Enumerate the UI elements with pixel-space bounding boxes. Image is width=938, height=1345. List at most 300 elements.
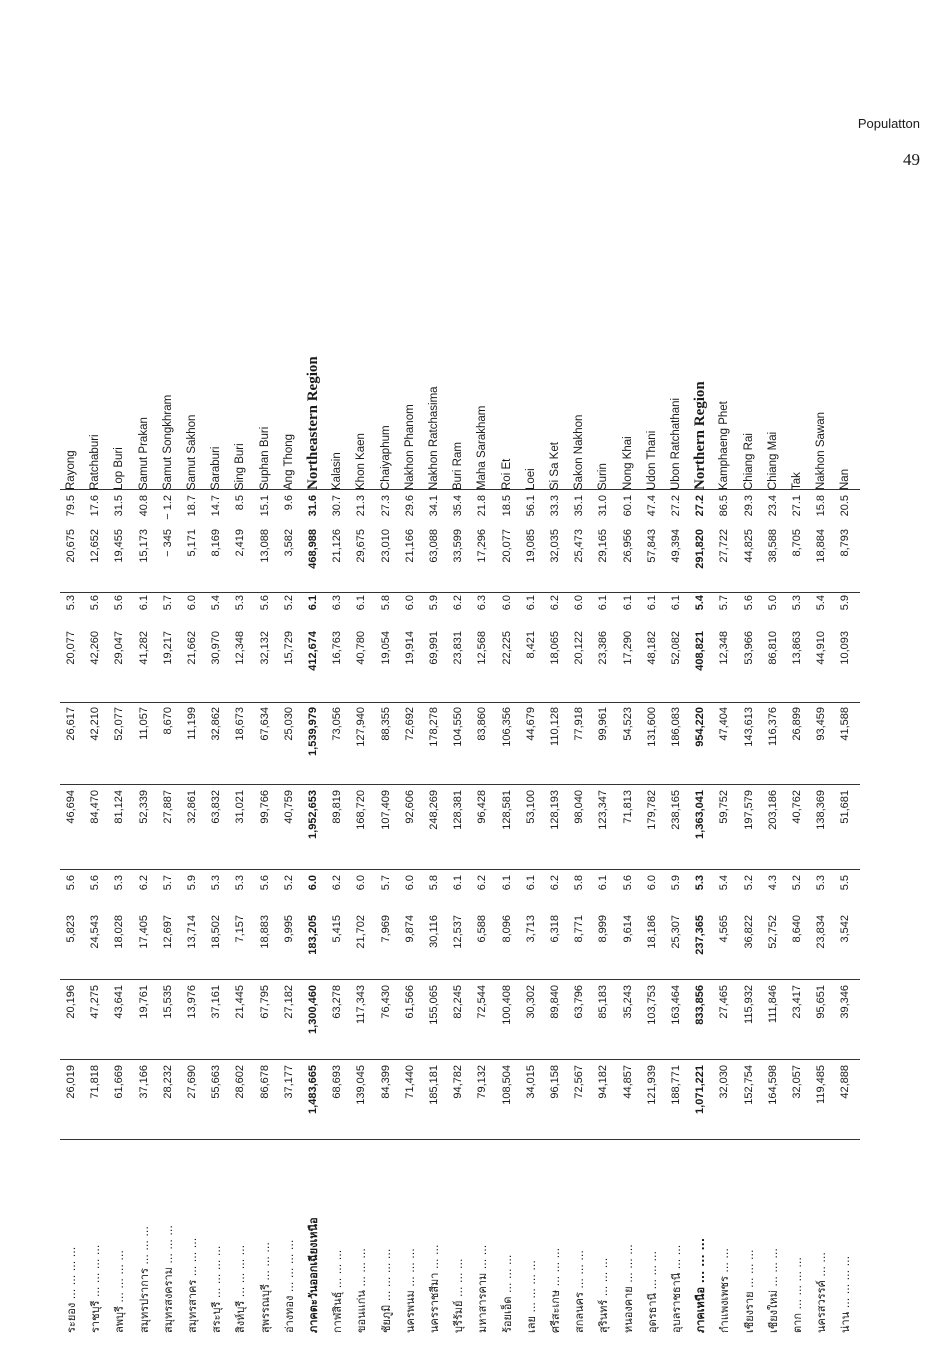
value-cell: 9.6: [282, 495, 295, 511]
value-cell: 32,861: [186, 790, 198, 824]
value-cell: 1,952,653: [307, 790, 319, 839]
value-cell: 32,035: [549, 529, 561, 563]
region-row: [691, 195, 710, 1345]
value-cell: 8,705: [791, 529, 803, 557]
value-cell: 108,504: [500, 1065, 513, 1105]
value-cell: 21,662: [186, 631, 198, 665]
english-name-cell: Khon Kaen: [355, 433, 368, 490]
value-cell: 19,914: [403, 631, 416, 665]
value-cell: 28,232: [161, 1065, 174, 1099]
value-cell: 32,057: [791, 1065, 803, 1099]
value-cell: 238,165: [670, 790, 682, 830]
value-cell: 84,399: [379, 1065, 392, 1099]
value-cell: 29.6: [403, 495, 416, 517]
value-cell: 6.0: [355, 875, 368, 891]
value-cell: 18.5: [500, 495, 513, 517]
thai-name-cell: ศรีสะเกษ ... ... ...: [549, 1247, 562, 1333]
value-cell: 18,883: [258, 915, 271, 949]
thai-name-cell: สุพรรณบุรี ... ... ...: [258, 1242, 272, 1333]
value-cell: 42,888: [839, 1065, 852, 1099]
value-cell: 6.1: [137, 595, 150, 611]
value-cell: 833,856: [694, 985, 707, 1025]
value-cell: 21.3: [355, 495, 368, 517]
value-cell: 43,641: [113, 985, 126, 1019]
value-cell: 24,543: [89, 915, 102, 949]
thai-name-cell: สมุทรปราการ ... ... ...: [137, 1226, 151, 1333]
thai-name-cell: ภาคเหนือ ... ... ...: [694, 1237, 708, 1333]
value-cell: 83,860: [476, 707, 489, 741]
table-row: [401, 195, 420, 1345]
value-cell: 117,343: [355, 985, 368, 1024]
value-cell: 18,065: [549, 631, 561, 665]
value-cell: 20,675: [65, 529, 77, 563]
value-cell: 76,430: [379, 985, 392, 1019]
value-cell: 27,887: [161, 790, 174, 824]
value-cell: 5.6: [89, 595, 102, 611]
value-cell: 6.2: [476, 875, 489, 891]
value-cell: 67,795: [258, 985, 271, 1019]
value-cell: 57,843: [645, 529, 658, 563]
english-name-cell: Loei: [524, 468, 537, 490]
value-cell: 163,464: [670, 985, 682, 1025]
value-cell: 19,054: [379, 631, 392, 665]
thai-name-cell: มหาสารคาม ... ...: [476, 1244, 490, 1333]
table-row: [352, 195, 371, 1345]
value-cell: 6.0: [645, 875, 658, 891]
value-cell: 104,550: [452, 707, 465, 747]
english-name-cell: Saraburi: [210, 446, 223, 490]
value-cell: 69,991: [428, 631, 440, 665]
value-cell: 27.1: [791, 495, 803, 517]
value-cell: 6.0: [186, 595, 198, 611]
thai-name-cell: นครพนม ... ... ...: [403, 1248, 417, 1333]
table-row: [836, 195, 855, 1345]
value-cell: 37,166: [137, 1065, 150, 1099]
value-cell: 107,409: [379, 790, 392, 830]
english-name-cell: Tak: [791, 472, 803, 490]
english-name-cell: Chaiyaphum: [379, 425, 392, 490]
table-row: [135, 195, 154, 1345]
value-cell: 29,165: [597, 529, 610, 563]
value-cell: 23,386: [597, 631, 610, 665]
value-cell: 115,932: [742, 985, 755, 1024]
value-cell: 35.4: [452, 495, 465, 517]
value-cell: 5,823: [65, 915, 77, 943]
value-cell: 119,485: [815, 1065, 828, 1104]
value-cell: 185,181: [428, 1065, 440, 1105]
thai-name-cell: ตาก ... ... ... ...: [791, 1257, 804, 1333]
english-name-cell: Udon Thani: [645, 430, 658, 490]
value-cell: 18,186: [645, 915, 658, 949]
english-name-cell: Samut Songkhram: [161, 394, 174, 490]
table-row: [86, 195, 105, 1345]
thai-name-cell: อุบลราชธานี ... ...: [670, 1244, 683, 1333]
value-cell: 8,670: [161, 707, 174, 735]
value-cell: 121,939: [645, 1065, 658, 1105]
value-cell: 5.3: [210, 875, 223, 891]
value-cell: 178,278: [428, 707, 440, 747]
value-cell: 155,065: [428, 985, 440, 1025]
thai-name-cell: ขอนแก่น ... ... ...: [355, 1248, 369, 1333]
value-cell: 63,832: [210, 790, 223, 824]
value-cell: 123,347: [597, 790, 610, 830]
value-cell: 5.6: [113, 595, 126, 611]
value-cell: 6.2: [331, 875, 344, 891]
value-cell: 88,355: [379, 707, 392, 741]
value-cell: 412,674: [307, 631, 319, 671]
thai-name-cell: สุรินทร์ ... ... ...: [597, 1257, 611, 1333]
value-cell: 14.7: [210, 495, 223, 517]
table-row: [498, 195, 517, 1345]
value-cell: 5.2: [282, 595, 295, 611]
english-name-cell: Samut Sakhon: [186, 414, 198, 490]
value-cell: 5.3: [65, 595, 77, 611]
value-cell: 6.1: [355, 595, 368, 611]
value-cell: 94,782: [452, 1065, 465, 1099]
value-cell: 5.3: [694, 875, 707, 891]
value-cell: 44,825: [742, 529, 755, 563]
value-cell: 22,225: [500, 631, 513, 665]
value-cell: 5.8: [379, 595, 392, 611]
value-cell: 53,966: [742, 631, 755, 665]
value-cell: 7,969: [379, 915, 392, 943]
value-cell: 468,988: [307, 529, 319, 569]
value-cell: 186,083: [670, 707, 682, 747]
value-cell: 19,217: [161, 631, 174, 665]
table-row: [377, 195, 396, 1345]
value-cell: 5.3: [234, 875, 247, 891]
value-cell: 5.2: [742, 875, 755, 891]
value-cell: 5.9: [839, 595, 852, 611]
value-cell: 183,205: [307, 915, 319, 955]
value-cell: 27,182: [282, 985, 295, 1019]
value-cell: 5.6: [621, 875, 634, 891]
value-cell: 63,278: [331, 985, 344, 1019]
table-row: [594, 195, 613, 1345]
value-cell: 21,126: [331, 529, 344, 563]
value-cell: 98,040: [573, 790, 586, 824]
value-cell: 86,810: [766, 631, 779, 665]
thai-name-cell: กาฬสินธุ์ ... ... ...: [331, 1249, 345, 1333]
value-cell: 1,483,665: [307, 1065, 319, 1114]
value-cell: 110,128: [549, 707, 561, 746]
value-cell: 6.1: [500, 875, 513, 891]
value-cell: 8,640: [791, 915, 803, 943]
value-cell: 26,899: [791, 707, 803, 741]
value-cell: 6.3: [476, 595, 489, 611]
english-name-cell: Maha Sarakham: [476, 405, 489, 490]
value-cell: 152,754: [742, 1065, 755, 1105]
value-cell: 27.2: [694, 495, 707, 517]
region-row: [304, 195, 323, 1345]
thai-name-cell: เชียงใหม่ ... ... ...: [766, 1248, 780, 1333]
value-cell: 6,588: [476, 915, 489, 943]
value-cell: 13,088: [258, 529, 271, 563]
value-cell: 3,542: [839, 915, 852, 943]
value-cell: 5.3: [113, 875, 126, 891]
value-cell: 5,171: [186, 529, 198, 557]
value-cell: 19,085: [524, 529, 537, 563]
value-cell: 96,428: [476, 790, 489, 824]
value-cell: 116,376: [766, 707, 779, 746]
thai-name-cell: สมุทรสงคราม ... ... ...: [161, 1225, 175, 1333]
value-cell: 188,771: [670, 1065, 682, 1105]
value-cell: 5.0: [766, 595, 779, 611]
value-cell: 44,857: [621, 1065, 634, 1099]
thai-name-cell: สิงห์บุรี ... ... ... ...: [234, 1244, 248, 1333]
value-cell: 21,166: [403, 529, 416, 563]
value-cell: 47,275: [89, 985, 102, 1019]
value-cell: 20.5: [839, 495, 852, 517]
value-cell: 67,634: [258, 707, 271, 741]
english-name-cell: Samut Prakan: [137, 417, 150, 490]
value-cell: 61,669: [113, 1065, 126, 1099]
table-row: [788, 195, 807, 1345]
english-name-cell: Ubon Ratchathani: [670, 397, 682, 490]
value-cell: 103,753: [645, 985, 658, 1025]
value-cell: 12,652: [89, 529, 102, 563]
value-cell: 72,692: [403, 707, 416, 741]
value-cell: 128,581: [500, 790, 513, 830]
value-cell: 13,863: [791, 631, 803, 665]
english-name-cell: Suphan Buri: [258, 426, 271, 490]
value-cell: 71,813: [621, 790, 634, 824]
value-cell: 20,122: [573, 631, 586, 665]
value-cell: 139,045: [355, 1065, 368, 1105]
value-cell: 40,759: [282, 790, 295, 824]
value-cell: 12,568: [476, 631, 489, 665]
value-cell: 5.7: [379, 875, 392, 891]
value-cell: 6.1: [645, 595, 658, 611]
thai-name-cell: สมุทรสาคร ... ... ...: [186, 1237, 199, 1333]
value-cell: 53,100: [524, 790, 537, 824]
value-cell: 21,445: [234, 985, 247, 1019]
value-cell: 408,821: [694, 631, 707, 671]
value-cell: 4.3: [766, 875, 779, 891]
value-cell: 3,582: [282, 529, 295, 557]
value-cell: 6.1: [452, 875, 465, 891]
value-cell: 5.5: [839, 875, 852, 891]
value-cell: 1,363,041: [694, 790, 707, 839]
value-cell: 34.1: [428, 495, 440, 517]
value-cell: 25,307: [670, 915, 682, 949]
value-cell: 164,598: [766, 1065, 779, 1105]
value-cell: 5.4: [694, 595, 707, 611]
value-cell: 18,502: [210, 915, 223, 949]
value-cell: 23,417: [791, 985, 803, 1019]
value-cell: 197,579: [742, 790, 755, 830]
value-cell: 12,348: [718, 631, 731, 665]
thai-name-cell: สระบุรี ... ... ... ...: [210, 1245, 224, 1333]
value-cell: 5.8: [573, 875, 586, 891]
thai-name-cell: บุรีรัมย์ ... ... ...: [452, 1258, 466, 1333]
value-cell: 81,124: [113, 790, 126, 824]
thai-name-cell: กำแพงเพชร ... ...: [718, 1248, 732, 1333]
value-cell: 27.3: [379, 495, 392, 517]
english-name-cell: Kamphaeng Phet: [718, 401, 731, 490]
value-cell: 3,713: [524, 915, 537, 943]
table-row: [449, 195, 468, 1345]
value-cell: 5.7: [718, 595, 731, 611]
value-cell: 59,752: [718, 790, 731, 824]
value-cell: 5.3: [791, 595, 803, 611]
value-cell: 40,780: [355, 631, 368, 665]
value-cell: 94,182: [597, 1065, 610, 1099]
running-header-section: Populatton: [857, 116, 920, 131]
value-cell: 25,030: [282, 707, 295, 741]
value-cell: 39,346: [839, 985, 852, 1019]
value-cell: 71,440: [403, 1065, 416, 1099]
value-cell: 15,729: [282, 631, 295, 665]
english-name-cell: Buri Ram: [452, 442, 465, 490]
value-cell: 28,602: [234, 1065, 247, 1099]
value-cell: 1,071,221: [694, 1065, 707, 1114]
value-cell: 23,834: [815, 915, 828, 949]
value-cell: 42,260: [89, 631, 102, 665]
value-cell: 128,381: [452, 790, 465, 830]
thai-name-cell: ร้อยเอ็ด ... ... ...: [500, 1254, 514, 1333]
value-cell: 13,714: [186, 915, 198, 949]
table-row: [764, 195, 783, 1345]
english-name-cell: Sing Buri: [234, 443, 247, 490]
value-cell: 46,694: [65, 790, 77, 824]
english-name-cell: Kalasin: [331, 452, 344, 490]
value-cell: 5.8: [428, 875, 440, 891]
value-cell: − 345: [161, 529, 174, 557]
value-cell: 37,177: [282, 1065, 295, 1099]
value-cell: 5.6: [742, 595, 755, 611]
value-cell: 99,961: [597, 707, 610, 741]
value-cell: 95,651: [815, 985, 828, 1019]
value-cell: 8,793: [839, 529, 852, 557]
value-cell: 56.1: [524, 495, 537, 517]
value-cell: 29,047: [113, 631, 126, 665]
value-cell: 15.1: [258, 495, 271, 517]
table-row: [570, 195, 589, 1345]
value-cell: 20,077: [500, 529, 513, 563]
value-cell: 40,762: [791, 790, 803, 824]
value-cell: 8,771: [573, 915, 586, 943]
value-cell: 27.2: [670, 495, 682, 517]
thai-name-cell: สกลนคร ... ... ...: [573, 1250, 587, 1333]
table-row: [280, 195, 299, 1345]
value-cell: 30.7: [331, 495, 344, 517]
english-name-cell: Nakhon Ratchasima: [428, 386, 440, 490]
value-cell: 5.6: [258, 595, 271, 611]
value-cell: 48,182: [645, 631, 658, 665]
value-cell: 6.3: [331, 595, 344, 611]
table-row: [425, 195, 444, 1345]
value-cell: 49,394: [670, 529, 682, 563]
value-cell: 18.7: [186, 495, 198, 517]
value-cell: 35.1: [573, 495, 586, 517]
value-cell: − 1.2: [161, 495, 174, 520]
value-cell: 26,956: [621, 529, 634, 563]
value-cell: 106,356: [500, 707, 513, 747]
table-row: [812, 195, 831, 1345]
english-name-cell: Nakhon Sawan: [815, 412, 828, 490]
value-cell: 42,210: [89, 707, 102, 741]
value-cell: 68,693: [331, 1065, 344, 1099]
value-cell: 248,269: [428, 790, 440, 830]
value-cell: 6.2: [452, 595, 465, 611]
value-cell: 47.4: [645, 495, 658, 517]
english-name-cell: Ang Thong: [282, 433, 295, 490]
value-cell: 8,999: [597, 915, 610, 943]
english-name-cell: Si Sa Ket: [549, 442, 561, 490]
english-name-cell: Northeastern Region: [305, 356, 321, 490]
table-row: [667, 195, 686, 1345]
value-cell: 5.9: [428, 595, 440, 611]
value-cell: 954,220: [694, 707, 707, 747]
english-name-cell: Surin: [597, 463, 610, 490]
value-cell: 40.8: [137, 495, 150, 517]
value-cell: 35,243: [621, 985, 634, 1019]
value-cell: 31.5: [113, 495, 126, 517]
table-row: [62, 195, 81, 1345]
thai-name-cell: อุดรธานี ... ... ...: [645, 1250, 659, 1333]
value-cell: 127,940: [355, 707, 368, 747]
value-cell: 33,599: [452, 529, 465, 563]
value-cell: 63,088: [428, 529, 440, 563]
value-cell: 5.6: [258, 875, 271, 891]
thai-name-cell: อ่างทอง ... ... ... ...: [282, 1239, 296, 1333]
value-cell: 6.2: [137, 875, 150, 891]
value-cell: 6.0: [500, 595, 513, 611]
table-row: [231, 195, 250, 1345]
english-name-cell: Nakhon Phanom: [403, 404, 416, 490]
value-cell: 26,019: [65, 1065, 77, 1099]
value-cell: 52,339: [137, 790, 150, 824]
value-cell: 10,093: [839, 631, 852, 665]
value-cell: 6.1: [597, 875, 610, 891]
value-cell: 11,199: [186, 707, 198, 740]
value-cell: 9,614: [621, 915, 634, 943]
value-cell: 17,296: [476, 529, 489, 563]
value-cell: 30,116: [428, 915, 440, 948]
value-cell: 30,970: [210, 631, 223, 665]
value-cell: 89,840: [549, 985, 561, 1019]
value-cell: 8,421: [524, 631, 537, 659]
value-cell: 92,606: [403, 790, 416, 824]
value-cell: 31.0: [597, 495, 610, 517]
table-row: [546, 195, 565, 1345]
value-cell: 6.1: [524, 875, 537, 891]
value-cell: 2,419: [234, 529, 247, 557]
table-row: [643, 195, 662, 1345]
value-cell: 77,918: [573, 707, 586, 741]
value-cell: 237,365: [694, 915, 707, 955]
value-cell: 54,523: [621, 707, 634, 741]
value-cell: 5.6: [65, 875, 77, 891]
value-cell: 6.1: [524, 595, 537, 611]
value-cell: 5.7: [161, 875, 174, 891]
value-cell: 8,169: [210, 529, 223, 557]
value-cell: 36,822: [742, 915, 755, 949]
value-cell: 32,030: [718, 1065, 731, 1099]
value-cell: 5.3: [815, 875, 828, 891]
value-cell: 6.0: [573, 595, 586, 611]
value-cell: 29,675: [355, 529, 368, 563]
value-cell: 15,173: [137, 529, 150, 563]
english-name-cell: Nong Khai: [621, 436, 634, 490]
value-cell: 5.6: [89, 875, 102, 891]
value-cell: 93,459: [815, 707, 828, 741]
value-cell: 37,161: [210, 985, 223, 1019]
value-cell: 72,544: [476, 985, 489, 1019]
value-cell: 82,245: [452, 985, 465, 1019]
value-cell: 86.5: [718, 495, 731, 517]
